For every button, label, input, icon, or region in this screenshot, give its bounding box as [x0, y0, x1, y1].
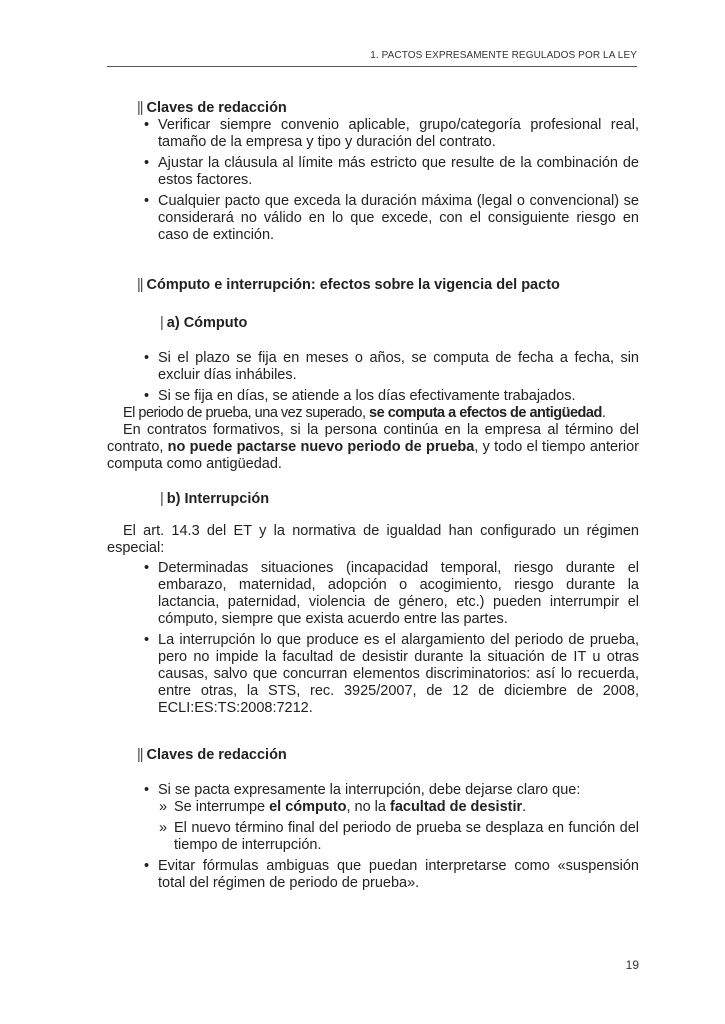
heading-bar-icon: | — [160, 315, 163, 331]
text-run: , y todo el tiempo anterior computa como antigüedad. — [107, 439, 639, 472]
heading-text: Claves de redacción — [146, 747, 287, 763]
subsection-heading-computo — [160, 315, 639, 332]
heading-text: a) Cómputo — [166, 315, 248, 331]
paragraph-antiguedad — [107, 405, 639, 422]
list-item: • Si se fija en días, se atiende a los días efectivamente trabajados. — [107, 388, 639, 405]
heading-text: Cómputo e interrupción: efectos sobre la vigencia del pacto — [146, 277, 560, 293]
list-item — [107, 782, 639, 854]
sub-list-item — [107, 799, 639, 816]
section-heading-claves-2 — [137, 747, 639, 764]
computo-list — [107, 350, 639, 405]
list-item: • La interrupción lo que produce es el alargamiento del periodo de prueba, pero no impide la facultad de desistir durante la situación de IT u otras causas, salvo que concurran elementos discriminatorios: así lo recuerda, entre otras, la STS, rec. 3925/2007, de 12 de diciembre de 2008, ECLI:ES:TS:2008:7212. — [107, 632, 639, 717]
sub-list — [107, 799, 639, 854]
list-item: • Si el plazo se fija en meses o años, se computa de fecha a fecha, sin excluir días inhábiles. — [107, 350, 639, 384]
text-run: , no la — [346, 799, 390, 815]
text-run: . — [601, 405, 606, 421]
bold-text: se computa a efectos de antigüedad — [369, 405, 602, 421]
heading-bar-icon: || — [137, 100, 143, 116]
page-body — [107, 100, 639, 892]
text-run: En contratos formativos, si la persona continúa en la empresa al término del contrato, — [107, 422, 639, 455]
list-item: • Ajustar la cláusula al límite más estricto que resulte de la combinación de estos factores. — [107, 155, 639, 189]
heading-bar-icon: || — [137, 747, 143, 763]
paragraph-interrupcion-intro: El art. 14.3 del ET y la normativa de igualdad han configurado un régimen especial: — [107, 523, 639, 556]
heading-bar-icon: || — [137, 277, 143, 293]
list-item: • Cualquier pacto que exceda la duración máxima (legal o convencional) se considerará no válido en lo que excede, con el consiguiente riesgo en caso de extinción. — [107, 193, 639, 244]
sub-list-item: » El nuevo término final del periodo de prueba se desplaza en función del tiempo de interrupción. — [107, 820, 639, 854]
claves-list-2 — [107, 782, 639, 892]
header-rule — [107, 66, 637, 67]
bold-text: el cómputo — [269, 799, 347, 815]
paragraph-formativos — [107, 422, 639, 473]
subsection-heading-interrupcion — [160, 491, 639, 508]
text-run: . — [522, 799, 527, 815]
heading-text: Claves de redacción — [146, 100, 287, 116]
text-run: Se interrumpe — [174, 799, 270, 815]
bold-text: no puede pactarse nuevo periodo de prueba — [167, 439, 475, 455]
claves-list-1 — [107, 117, 639, 244]
interrupcion-list — [107, 560, 639, 717]
text-run: Si se pacta expresamente la interrupción, debe dejarse claro que: — [158, 782, 581, 798]
heading-bar-icon: | — [160, 491, 163, 507]
running-header: 1. PACTOS EXPRESAMENTE REGULADOS POR LA LEY — [370, 50, 637, 61]
list-item: • Determinadas situaciones (incapacidad temporal, riesgo durante el embarazo, maternidad, adopción o acogimiento, riesgo durante la lactancia, paternidad, violencia de género, etc.) pueden interrumpir el cómputo, siempre que exista acuerdo entre las partes. — [107, 560, 639, 628]
page-number: 19 — [625, 958, 639, 972]
text-run: El periodo de prueba, una vez superado, — [123, 405, 370, 421]
list-item: • Evitar fórmulas ambiguas que puedan interpretarse como «suspensión total del régimen de periodo de prueba». — [107, 858, 639, 892]
bold-text: facultad de desistir — [389, 799, 523, 815]
heading-text: b) Interrupción — [166, 491, 270, 507]
section-heading-computo — [137, 277, 639, 294]
list-item: • Verificar siempre convenio aplicable, grupo/categoría profesional real, tamaño de la empresa y tipo y duración del contrato. — [107, 117, 639, 151]
section-heading-claves-1 — [137, 100, 639, 117]
